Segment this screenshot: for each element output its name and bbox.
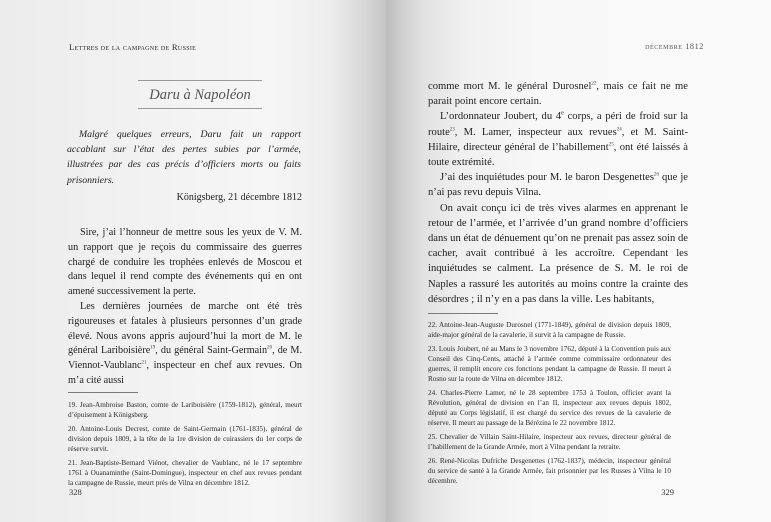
running-head-left: Lettres de la campagne de Russie [69,42,197,52]
text-run: , ont été laissés à toute extrémité. [428,141,688,169]
letter-title-block [138,80,262,109]
footnote-ref[interactable]: 22 [591,81,597,87]
footnote-ref[interactable]: 23 [449,127,455,133]
footnote: 23. Louis Joubert, né au Mans le 3 novembre 1762, député à la Convention puis aux Conseil des Cinq-Cents, attaché à l’armée comme commissaire ordonnateur des guerres, il remplit encore ces fonctions pendant la campagne de Russie. Il meurt à Rosno sur la route de Vilna en décembre 1812. [428,345,671,383]
footnote: 20. Antoine-Louis Decrest, comte de Saint-Germain (1761-1835), général de division depuis 1809, à la tête de la 1re division de cuirassiers du 1er corps de réserve survit. [68,425,302,453]
footnotes-right [428,320,671,490]
text-run: , mais ce fait ne me parait point encore certain. [428,81,688,108]
footnote: 22. Antoine-Jean-Auguste Durosnel (1771-1849), général de division depuis 1809, aide-major général de la cavalerie, il survit à la campagne de Russie. [428,321,671,339]
text-run: Les dernières journées de marche ont été très rigoureuses et fatales à plusieurs personnes d’un grade élevé. Nous avons appris aujourd’hui la mort de M. le général Lariboisière [68,300,302,357]
footnote-divider [428,313,498,314]
footnote: 25. Chevalier de Villain Saint-Hilaire, inspecteur aux revues, directeur général de l’habillement de la Grande Armée, mort à Vilna pendant la retraite. [428,433,671,451]
footnotes-left [68,400,302,492]
footnote: 26. René-Nicolas Dufriche Desgenettes (1762-1837), médecin, inspecteur général du service de santé à la Grande Armée, fait prisonnier par les Russes à Vilna le 10 décembre. [428,457,671,485]
letter-introduction: Malgré quelques erreurs, Daru fait un rapport accablant sur l’état des pertes subies par l’armée, illustrées par des cas précis d’officiers morts ou faits prisonniers. [67,129,301,186]
paragraph [428,170,688,200]
footnote-ref[interactable]: 25 [608,142,614,148]
text-run: , du général Saint-Germain [155,345,268,357]
text-run: , et M. Saint-Hilaire, directeur général de l’habillement [428,126,688,153]
text-run: , de M. Viennot-Vaublanc [68,345,302,372]
page-number-left: 328 [69,487,82,497]
running-head-right: décembre 1812 [645,42,704,51]
letter-dateline: Königsberg, 21 décembre 1812 [176,192,302,203]
footnote-ref[interactable]: 24 [616,127,622,133]
text-run: , M. Lamer, inspecteur aux revues [454,126,617,138]
text-run: comme mort M. le général Durosnel [428,81,592,92]
paragraph [428,109,688,170]
text-run: J’ai des inquiétudes pour M. le baron Desgenettes [440,172,654,184]
text-run: L’ordonnateur Joubert, du 4 [440,111,562,123]
footnote: 24. Charles-Pierre Lamer, né le 28 septembre 1753 à Toulon, officier avant la Révolution, général de division en l’an II, inspecteur aux revues depuis 1802, député au Corps législatif, il est chargé du service des revues de la cavalerie de réserve. Il meurt au passage de la Bérézina le 22 novembre 1812. [428,389,671,427]
ordinal-suffix: e [561,110,564,117]
paragraph [428,79,688,109]
page-number-right: 329 [661,487,674,497]
letter-body-right [428,79,688,307]
right-page [386,0,771,522]
footnote-divider [68,392,138,393]
letter-body-left [68,226,302,389]
footnote-ref[interactable]: 20 [267,345,273,351]
text-run: que je n’ai pas revu depuis Vilna. [428,172,688,199]
paragraph: On avait conçu ici de très vives alarmes en apprenant le retour de l’armée, et l’arrivée d’un grand nombre d’officiers dans un état de dénuement qu’on ne prenait pas assez soin de cacher, avait contribué à les accroître. Cependant les inquiétudes se calment. La présence de S. M. le roi de Naples a rassuré les autorités au moins contre la crainte des désordres ; il n’y en a pas dans la ville. Les habitants, [428,202,688,305]
paragraph [68,300,302,389]
footnote-ref[interactable]: 21 [141,360,147,366]
paragraph: Sire, j’ai l’honneur de mettre sous les yeux de V. M. un rapport que je reçois du commissaire des guerres chargé de conduire les trophées enlevés de Moscou et dans lequel il rend compte des événements qui en ont amené successivement la perte. [68,227,302,298]
text-run: corps, a péri de froid sur la route [428,111,688,138]
footnote: 19. Jean-Ambroise Baston, comte de Lariboisière (1759-1812), général, meurt d’épuisement à Königsberg. [68,401,302,419]
footnote-ref[interactable]: 19 [150,345,156,351]
text-run: , inspecteur en chef aux revues. On m’a cité aussi [68,360,302,386]
footnote: 21. Jean-Baptiste-Bernard Viénot, chevalier de Vaublanc, né le 17 septembre 1761 à Ouanaminthe (Saint-Domingue), inspecteur en chef aux revues pendant la campagne de Russie, meurt près de Vilna en décembre 1812. [68,459,302,487]
letter-title: Daru à Napoléon [149,87,251,103]
footnote-ref[interactable]: 26 [653,172,659,178]
